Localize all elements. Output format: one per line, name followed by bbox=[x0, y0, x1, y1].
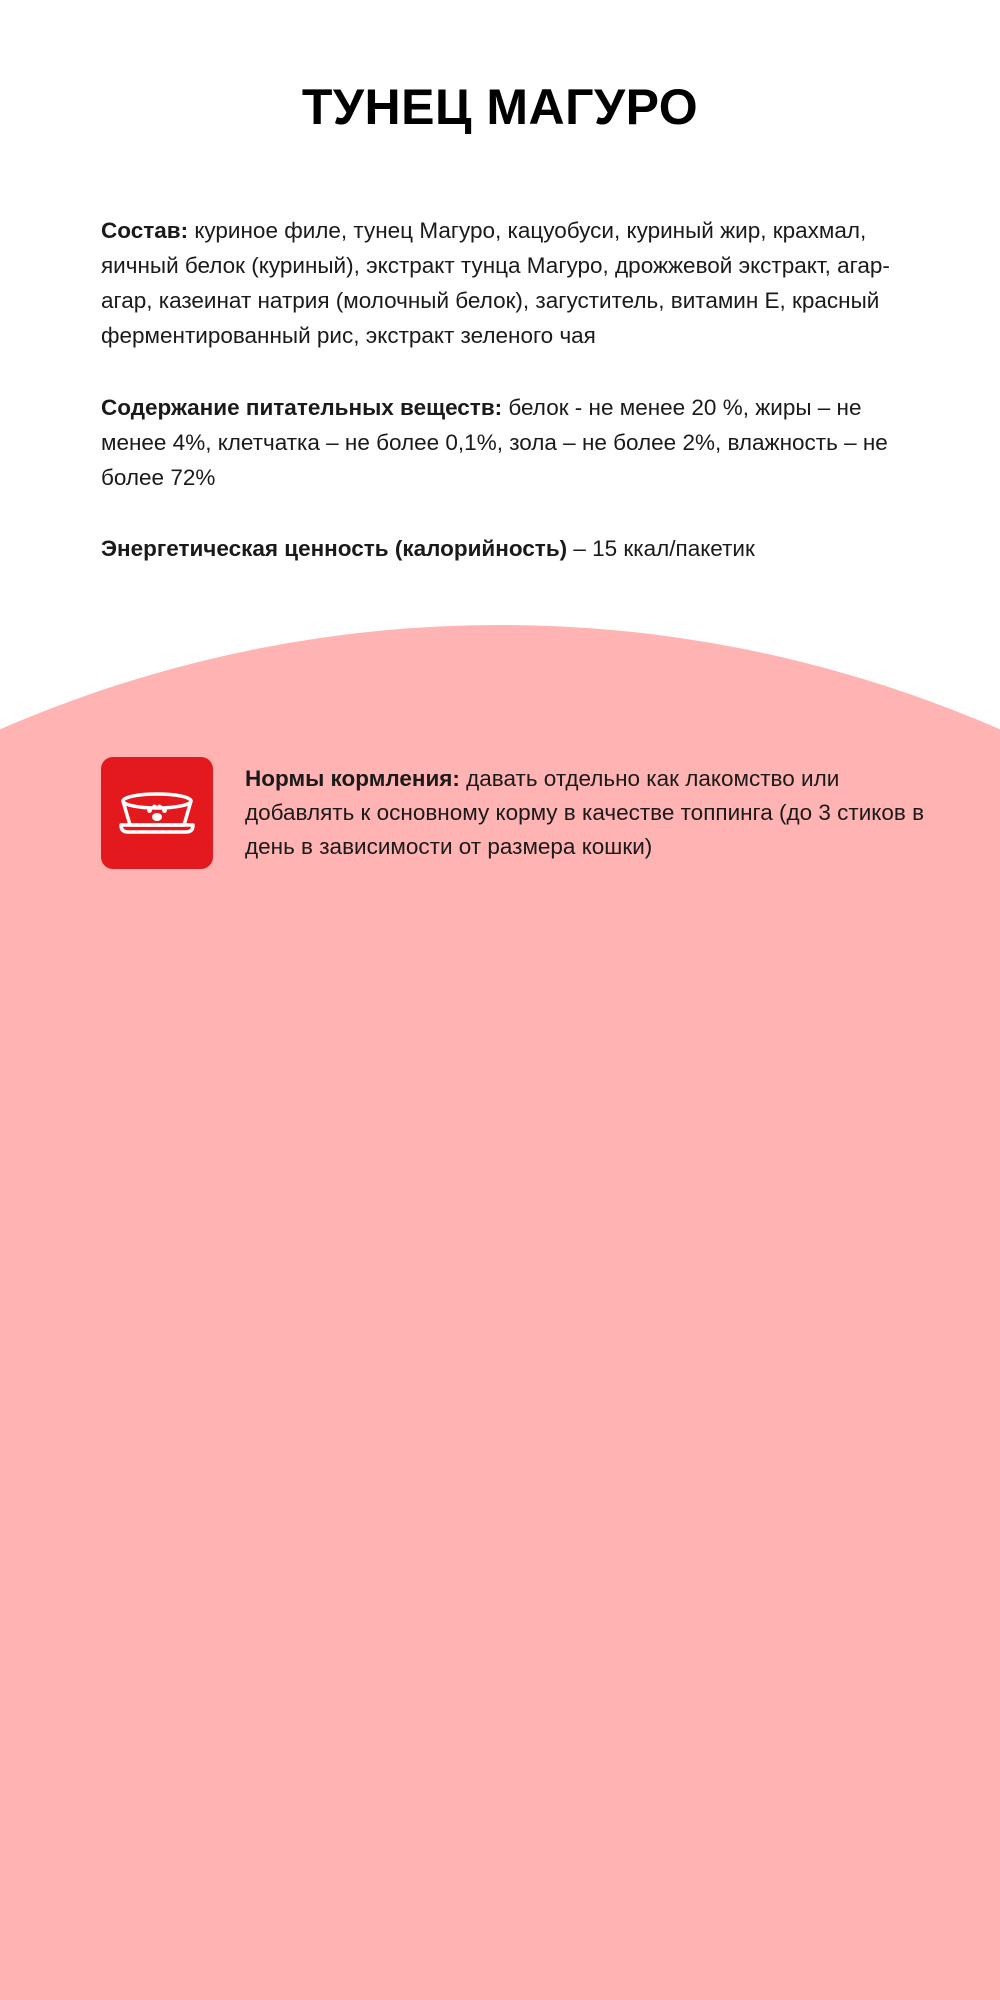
pet-bowl-icon bbox=[101, 757, 213, 869]
feeding-label: Нормы кормления: bbox=[245, 766, 460, 791]
feeding-text: давать отдельно как лакомство или добавлять к основному корму в качестве топпинга (до 3 стиков в день в зависимости от размера кошки) bbox=[245, 766, 925, 859]
composition-label: Состав: bbox=[101, 218, 189, 243]
energy-section bbox=[101, 531, 931, 566]
composition-section bbox=[101, 213, 931, 353]
nutrients-text: белок - не менее 20 %, жиры – не менее 4%, клетчатка – не более 0,1%, зола – не более 2%, влажность – не более 72% bbox=[101, 395, 888, 490]
energy-text: – 15 ккал/пакетик bbox=[567, 536, 755, 561]
feeding-section bbox=[245, 762, 945, 864]
energy-label: Энергетическая ценность (калорийность) bbox=[101, 536, 568, 561]
nutrients-label: Содержание питательных веществ: bbox=[101, 395, 503, 420]
nutrients-section bbox=[101, 390, 931, 495]
page-title: ТУНЕЦ МАГУРО bbox=[301, 79, 699, 135]
feeding-icon-box bbox=[101, 757, 213, 869]
composition-text: куриное филе, тунец Магуро, кацуобуси, куриный жир, крахмал, яичный белок (куриный), экстракт тунца Магуро, дрожжевой экстракт, агар-агар, казеинат натрия (молочный белок), загуститель, витамин Е, красный ферментированный рис, экстракт зеленого чая bbox=[101, 218, 890, 348]
